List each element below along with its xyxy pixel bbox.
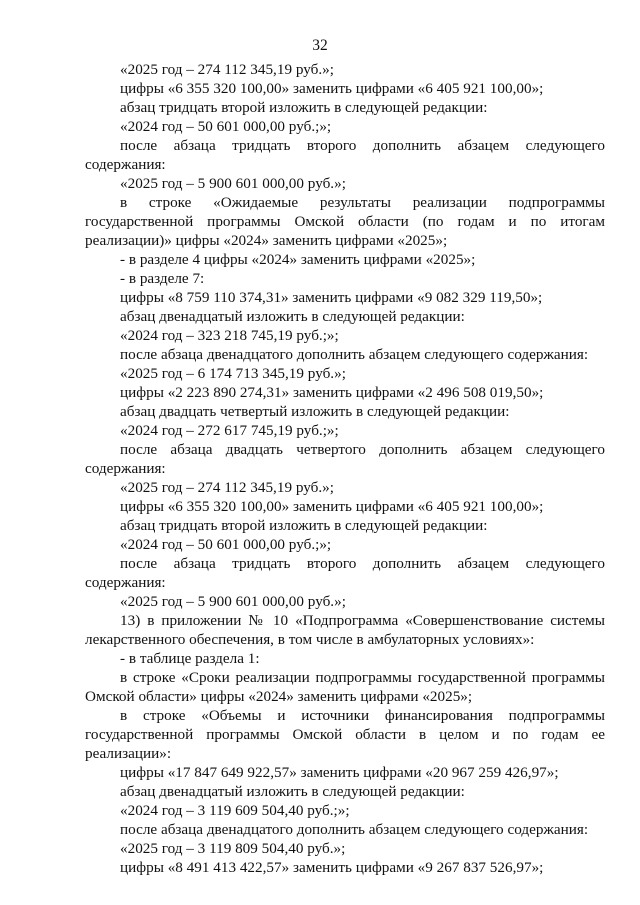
document-paragraph: после абзаца двадцать четвертого дополнить абзацем следующего содержания: (85, 441, 605, 477)
document-paragraph: цифры «6 355 320 100,00» заменить цифрами «6 405 921 100,00»; (120, 498, 544, 515)
document-paragraph: после абзаца двенадцатого дополнить абзацем следующего содержания: (120, 346, 589, 363)
document-paragraph: «2024 год – 50 601 000,00 руб.;»; (120, 536, 332, 553)
document-paragraph: «2024 год – 272 617 745,19 руб.;»; (120, 422, 339, 439)
document-paragraph: «2024 год – 3 119 609 504,40 руб.;»; (120, 802, 350, 819)
document-paragraph: «2025 год – 6 174 713 345,19 руб.»; (120, 365, 346, 382)
document-paragraph: «2025 год – 274 112 345,19 руб.»; (120, 61, 334, 78)
document-paragraph: абзац двенадцатый изложить в следующей редакции: (120, 783, 465, 800)
document-paragraph: цифры «6 355 320 100,00» заменить цифрами «6 405 921 100,00»; (120, 80, 544, 97)
document-body (85, 60, 605, 877)
document-paragraph: «2024 год – 323 218 745,19 руб.;»; (120, 327, 339, 344)
document-paragraph: цифры «8 759 110 374,31» заменить цифрами «9 082 329 119,50»; (120, 289, 543, 306)
document-paragraph: в строке «Ожидаемые результаты реализации подпрограммы государственной программы Омской области (по годам и по итогам реализации)» цифры «2024» заменить цифрами «2025»; (85, 194, 605, 249)
document-paragraph: после абзаца тридцать второго дополнить абзацем следующего содержания: (85, 555, 605, 591)
document-paragraph: «2025 год – 3 119 809 504,40 руб.»; (120, 840, 346, 857)
page-number: 32 (312, 37, 328, 54)
document-paragraph: 13) в приложении № 10 «Подпрограмма «Совершенствование системы лекарственного обеспечения, в том числе в амбулаторных условиях»: (85, 612, 605, 648)
document-paragraph: цифры «2 223 890 274,31» заменить цифрами «2 496 508 019,50»; (120, 384, 544, 401)
document-paragraph: - в таблице раздела 1: (120, 650, 260, 667)
document-paragraph: в строке «Сроки реализации подпрограммы государственной программы Омской области» цифры «2024» заменить цифрами «2025»; (85, 669, 605, 705)
document-paragraph: в строке «Объемы и источники финансирования подпрограммы государственной программы Омской области в целом и по годам ее реализации»: (85, 707, 605, 762)
document-paragraph: абзац двадцать четвертый изложить в следующей редакции: (120, 403, 510, 420)
document-paragraph: «2025 год – 5 900 601 000,00 руб.»; (120, 593, 346, 610)
document-paragraph: абзац двенадцатый изложить в следующей редакции: (120, 308, 465, 325)
document-paragraph: после абзаца тридцать второго дополнить абзацем следующего содержания: (85, 137, 605, 173)
document-paragraph: - в разделе 4 цифры «2024» заменить цифрами «2025»; (120, 251, 476, 268)
document-paragraph: «2025 год – 5 900 601 000,00 руб.»; (120, 175, 346, 192)
document-paragraph: - в разделе 7: (120, 270, 205, 287)
document-paragraph: цифры «17 847 649 922,57» заменить цифрами «20 967 259 426,97»; (120, 764, 559, 781)
document-paragraph: абзац тридцать второй изложить в следующей редакции: (120, 99, 488, 116)
document-paragraph: цифры «8 491 413 422,57» заменить цифрами «9 267 837 526,97»; (120, 859, 544, 876)
document-paragraph: «2025 год – 274 112 345,19 руб.»; (120, 479, 334, 496)
document-paragraph: абзац тридцать второй изложить в следующей редакции: (120, 517, 488, 534)
document-paragraph: после абзаца двенадцатого дополнить абзацем следующего содержания: (120, 821, 589, 838)
document-paragraph: «2024 год – 50 601 000,00 руб.;»; (120, 118, 332, 135)
